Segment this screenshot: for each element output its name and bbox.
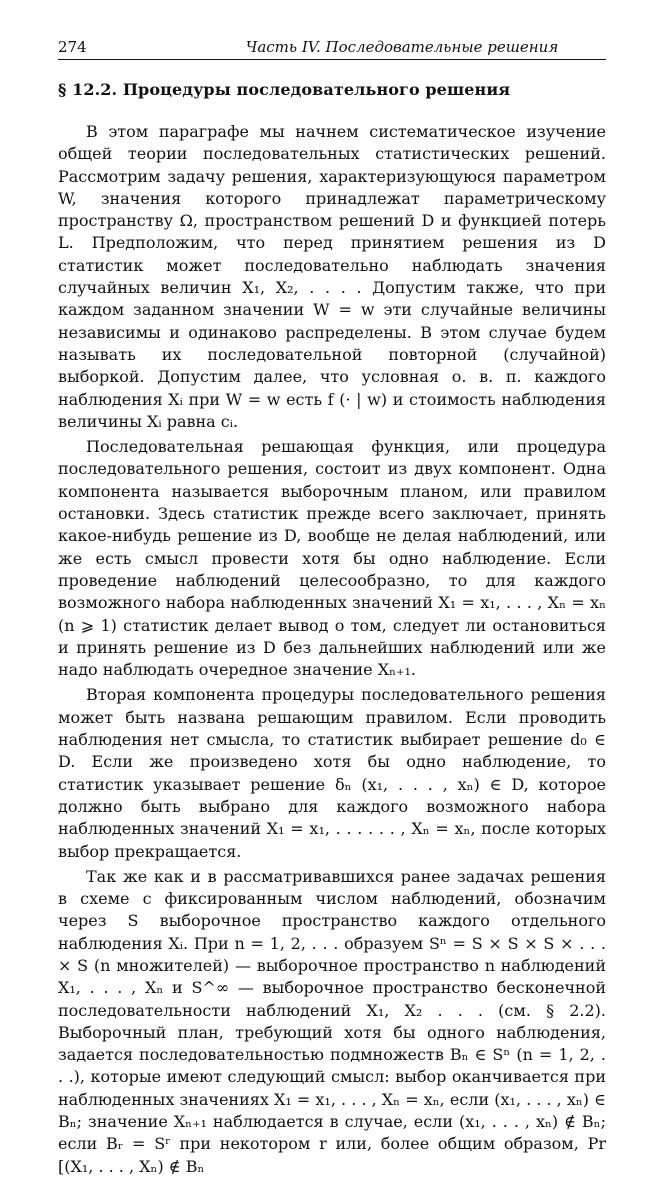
paragraph: Так же как и в рассматривавшихся ранее задачах решения в схеме с фиксированным числом наблюдений, обозначим через S выборочное пространство каждого отдельного наблюдения Xᵢ. При n = 1, 2, . . . образуем Sⁿ = S × S × S × . . . × S (n множителей) — выборочное пространство n наблюдений X₁, . . . , Xₙ и S^∞ — выборочное пространство бесконечной последовательности наблюдений X₁, X₂ . . . (см. § 2.2). Выборочный план, требующий хотя бы одного наблюдения, задается последовательностью подмножеств Bₙ ∈ Sⁿ (n = 1, 2, . . .), которые имеют следующий смысл: выбор оканчивается при наблюденных значениях X₁ = x₁, . . . , Xₙ = xₙ, если (x₁, . . . , xₙ) ∈ Bₙ; значение Xₙ₊₁ наблюдается в случае, если (x₁, . . . , xₙ) ∉ Bₙ; если Bᵣ = Sʳ при некотором r или, более общим образом, Pr [(X₁, . . . , Xₙ) ∉ Bₙ	[58, 866, 606, 1176]
body-text	[58, 121, 606, 1178]
paragraph: Последовательная решающая функция, или процедура последовательного решения, состоит из двух компонент. Одна компонента называется выборочным планом, или правилом остановки. Здесь статистик прежде всего заключает, принять какое-нибудь решение из D, вообще не делая наблюдений, или же есть смысл провести хотя бы одно наблюдение. Если проведение наблюдений целесообразно, то для каждого возможного набора наблюденных значений X₁ = x₁, . . . , Xₙ = xₙ (n ⩾ 1) статистик делает вывод о том, следует ли остановиться и принять решение из D без дальнейших наблюдений или же надо наблюдать очередное значение Xₙ₊₁.	[58, 437, 606, 680]
section-title: § 12.2. Процедуры последовательного решения	[58, 80, 511, 99]
book-page	[58, 36, 606, 1178]
page-number: 274	[58, 38, 87, 56]
running-head: Часть IV. Последовательные решения	[245, 38, 559, 56]
page-header	[58, 36, 606, 58]
paragraph: Вторая компонента процедуры последовательного решения может быть названа решающим правилом. Если проводить наблюдения нет смысла, то статистик выбирает решение d₀ ∈ D. Если же произведено хотя бы одно наблюдение, то статистик указывает решение δₙ (x₁, . . . , xₙ) ∈ D, которое должно быть выбрано для каждого возможного набора наблюденных значений X₁ = x₁, . . . . . . , Xₙ = xₙ, после которых выбор прекращается.	[58, 685, 606, 861]
header-rule	[58, 59, 606, 60]
paragraph: В этом параграфе мы начнем систематическое изучение общей теории последовательных статистических решений. Рассмотрим задачу решения, характеризующуюся параметром W, значения которого принадлежат параметрическому пространству Ω, пространством решений D и функцией потерь L. Предположим, что перед принятием решения из D статистик может последовательно наблюдать значения случайных величин X₁, X₂, . . . . Допустим также, что при каждом заданном значении W = w эти случайные величины независимы и одинаково распределены. В этом случае будем называть их последовательной повторной (случайной) выборкой. Допустим далее, что условная о. в. п. каждого наблюдения Xᵢ при W = w есть f (· | w) и стоимость наблюдения величины Xᵢ равна cᵢ.	[58, 122, 606, 431]
